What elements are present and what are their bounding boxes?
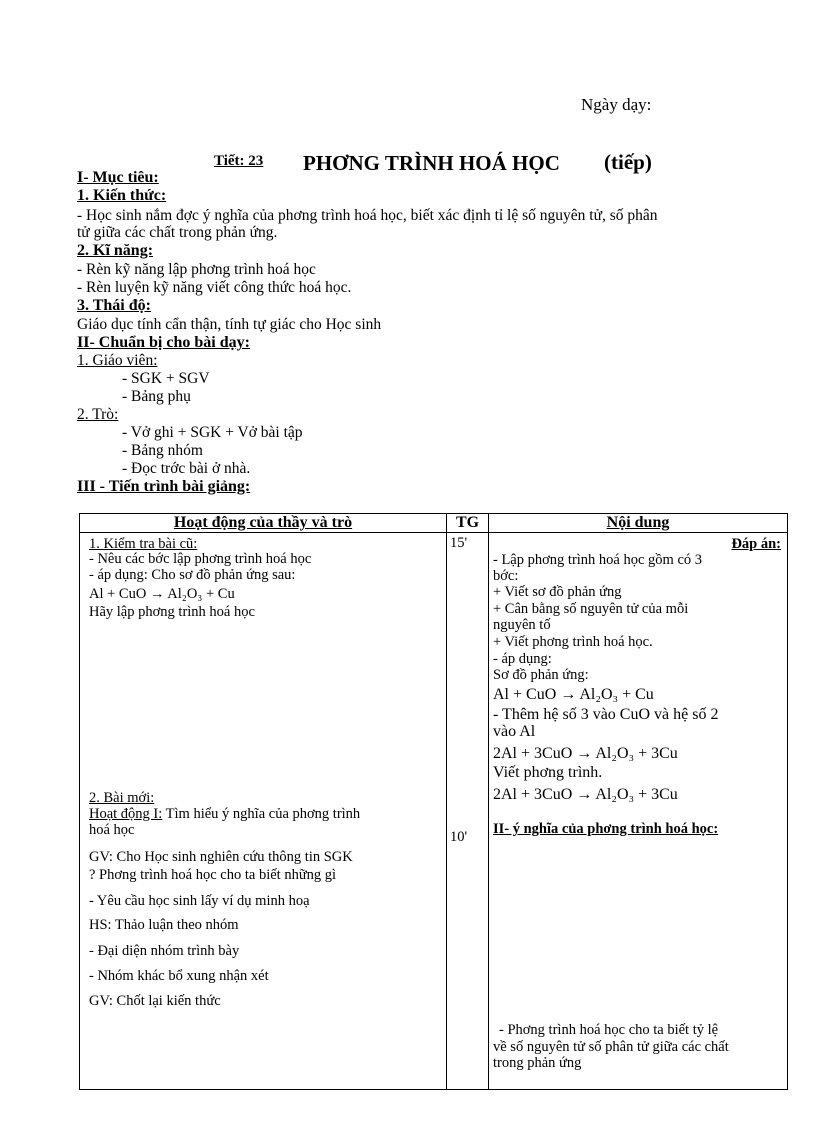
time-review: 15' xyxy=(450,535,468,551)
student-item: - Bảng nhóm xyxy=(122,442,203,459)
review-question: - Nêu các bớc lập phơng trình hoá học xyxy=(89,551,312,567)
answer-step-2: + Cân bằng số nguyên tử của mỗi xyxy=(493,601,689,617)
time-activity: 10' xyxy=(450,829,468,845)
attitude-text: Giáo dục tính cẩn thận, tính tự giác cho Học sinh xyxy=(77,316,382,333)
equation-balanced: 2Al + 3CuO → Al₂O₃ + 3Cu xyxy=(493,745,678,762)
skill-item: - Rèn luyện kỹ năng viết công thức hoá học. xyxy=(77,279,352,296)
section-procedure: III - Tiến trình bài giảng: xyxy=(77,478,251,495)
section-preparation: II- Chuẩn bị cho bài dạy: xyxy=(77,334,250,351)
answer-step-1: + Viết sơ đồ phản ứng xyxy=(493,584,622,600)
header-activities: Hoạt động của thầy và trò xyxy=(80,514,447,533)
activities-column xyxy=(80,533,446,1089)
lesson-title: PHƠNG TRÌNH HOÁ HỌC xyxy=(303,151,560,175)
answer-step-intro: - Lập phơng trình hoá học gồm có 3 xyxy=(493,552,703,568)
section-knowledge: 1. Kiến thức: xyxy=(77,187,167,204)
equation-final: 2Al + 3CuO → Al₂O₃ + 3Cu xyxy=(493,786,678,803)
review-task: Hãy lập phơng trình hoá học xyxy=(89,604,255,620)
review-apply: - áp dụng: Cho sơ đồ phản ứng sau: xyxy=(89,567,296,583)
date-label: Ngày dạy: xyxy=(581,95,652,114)
meaning-text-3: trong phản ứng xyxy=(493,1055,582,1071)
teacher-label: 1. Giáo viên: xyxy=(77,352,158,369)
teacher-item: - Bảng phụ xyxy=(122,388,191,405)
review-equation: Al + CuO → Al₂O₃ + Cu xyxy=(89,586,235,602)
lesson-table xyxy=(79,513,788,1090)
lesson-title-suffix: (tiếp) xyxy=(604,150,652,174)
header-content: Nội dung xyxy=(489,514,788,533)
new-lesson-title: 2. Bài mới: xyxy=(89,790,155,806)
teacher-item: - SGK + SGV xyxy=(122,370,210,387)
student-item: - Đọc trớc bài ở nhà. xyxy=(122,460,251,477)
apply-label: - áp dụng: xyxy=(493,651,552,667)
activity-one-text: Tìm hiểu ý nghĩa của phơng trình xyxy=(162,806,361,822)
skill-item: - Rèn kỹ năng lập phơng trình hoá học xyxy=(77,261,316,278)
header-time: TG xyxy=(447,514,489,533)
content-column xyxy=(489,533,787,1089)
section-attitude: 3. Thái độ: xyxy=(77,297,151,314)
knowledge-text-1: - Học sinh nắm đợc ý nghĩa của phơng trình hoá học, biết xác định tỉ lệ số nguyên tử, số phân xyxy=(77,207,658,224)
feedback-step: - Nhóm khác bổ xung nhận xét xyxy=(89,968,269,984)
time-column xyxy=(447,533,488,1089)
knowledge-text-2: tử giữa các chất trong phản ứng. xyxy=(77,224,278,241)
answer-step-intro-2: bớc: xyxy=(493,568,519,584)
scheme-label: Sơ đồ phản ứng: xyxy=(493,667,589,683)
activity-one xyxy=(89,806,439,822)
teacher-step: GV: Cho Học sinh nghiên cứu thông tin SGK xyxy=(89,849,353,865)
answer-title: Đáp án: xyxy=(731,536,781,552)
conclude-step: GV: Chốt lại kiến thức xyxy=(89,993,221,1009)
activity-one-text-2: hoá học xyxy=(89,822,135,838)
student-label: 2. Trò: xyxy=(77,406,119,423)
coefficient-note-2: vào Al xyxy=(493,723,536,740)
lesson-number: Tiết: 23 xyxy=(214,153,264,169)
meaning-text-2: về số nguyên tử số phân tử giữa các chất xyxy=(493,1039,729,1055)
section-objectives: I- Mục tiêu: xyxy=(77,169,159,186)
coefficient-note: - Thêm hệ số 3 vào CuO và hệ số 2 xyxy=(493,706,719,723)
activity-one-label: Hoạt động I: xyxy=(89,806,163,822)
review-title: 1. Kiểm tra bài cũ: xyxy=(89,536,198,552)
section-skills: 2. Kĩ năng: xyxy=(77,242,154,259)
equation-scheme: Al + CuO → Al₂O₃ + Cu xyxy=(493,686,654,703)
request-step: - Yêu cầu học sinh lấy ví dụ minh hoạ xyxy=(89,893,310,909)
present-step: - Đại diện nhóm trình bày xyxy=(89,943,240,959)
student-item: - Vở ghi + SGK + Vở bài tập xyxy=(122,424,303,441)
meaning-title: II- ý nghĩa của phơng trình hoá học: xyxy=(493,821,719,837)
student-step: HS: Thảo luận theo nhóm xyxy=(89,917,239,933)
answer-step-3: + Viết phơng trình hoá học. xyxy=(493,634,653,650)
teacher-question: ? Phơng trình hoá học cho ta biết những gì xyxy=(89,867,337,883)
write-equation-label: Viết phơng trình. xyxy=(493,764,603,781)
meaning-text-1: - Phơng trình hoá học cho ta biết tỷ lệ xyxy=(499,1022,719,1038)
answer-step-2b: nguyên tố xyxy=(493,617,551,633)
